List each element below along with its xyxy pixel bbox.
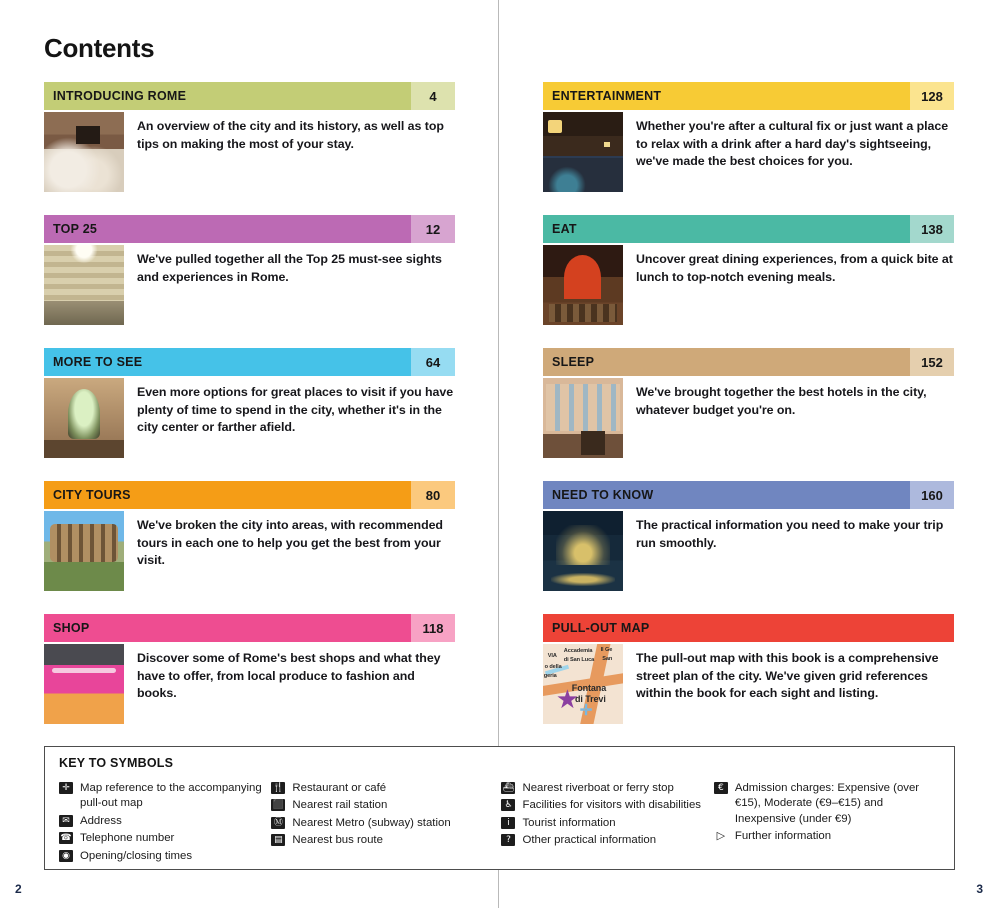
telephone-icon: ☎: [60, 833, 72, 844]
section-body: [543, 509, 954, 591]
section-description: Discover some of Rome's best shops and what they have to offer, from local produce to fashion and books.: [137, 651, 441, 701]
key-item: [271, 798, 495, 813]
section-page-number: 80: [425, 487, 441, 503]
map-label: San: [602, 655, 613, 662]
bus-route-icon: ▤: [271, 834, 285, 846]
section-header-bar[interactable]: [44, 215, 455, 243]
section-description: The pull-out map with this book is a comprehensive street plan of the city. We've given grid references within the book for each sight and listing.: [636, 651, 939, 701]
section-body: [44, 110, 455, 192]
further-information-icon: ▷: [716, 830, 726, 843]
key-to-symbols-columns: [59, 781, 944, 866]
right-section-list: [543, 82, 954, 747]
admission-charges-icon: €: [714, 782, 728, 794]
key-item-label: Facilities for visitors with disabilities: [522, 799, 701, 812]
section-thumbnail: [44, 112, 124, 192]
section-body: [44, 376, 455, 458]
key-item: [501, 816, 707, 831]
contents-section[interactable]: [543, 82, 954, 192]
section-label: PULL-OUT MAP: [543, 614, 954, 642]
contents-section[interactable]: [44, 82, 455, 192]
section-body: [543, 110, 954, 192]
key-item-label: Address: [80, 814, 122, 827]
map-label: Il Ge: [600, 647, 613, 653]
riverboat-ferry-icon: ⛴: [502, 783, 515, 793]
page-title: Contents: [44, 33, 155, 63]
section-page-number: 4: [429, 88, 437, 104]
section-description: We've brought together the best hotels in the city, whatever budget you're on.: [636, 385, 927, 417]
key-column: [714, 781, 944, 866]
section-description: Even more options for great places to visit if you have plenty of time to spend in the city, whether it's in the city center or farther afield.: [137, 385, 454, 435]
section-thumbnail: [44, 245, 124, 325]
left-section-list: [44, 82, 455, 747]
map-label: Accademia: [563, 647, 593, 654]
section-header-bar[interactable]: [543, 481, 954, 509]
key-item-label: Admission charges: Expensive (over €15), Moderate (€9–€15) and Inexpensive (under €9): [734, 782, 920, 825]
key-item-label: Nearest riverboat or ferry stop: [522, 782, 674, 794]
key-item: [501, 833, 707, 848]
section-page-number: 118: [422, 620, 444, 636]
section-header-bar[interactable]: [44, 481, 455, 509]
other-practical-information-icon: ?: [501, 834, 515, 846]
key-item: [501, 798, 707, 813]
map-label: di Trevi: [575, 694, 606, 705]
key-item-label: Further information: [734, 830, 832, 843]
section-description: The practical information you need to make your trip run smoothly.: [636, 518, 944, 550]
key-item-label: Restaurant or café: [292, 782, 387, 794]
contents-section[interactable]: [543, 348, 954, 458]
key-item: [271, 781, 495, 796]
section-page-number: 12: [425, 221, 441, 237]
map-label: Fontana: [571, 683, 607, 693]
key-item: [59, 849, 265, 864]
section-header-bar[interactable]: [543, 348, 954, 376]
key-item-label: Nearest rail station: [292, 799, 388, 812]
key-item: [59, 814, 265, 829]
section-header-bar[interactable]: [543, 614, 954, 642]
section-description: We've broken the city into areas, with recommended tours in each one to help you get the best from your visit.: [137, 518, 443, 568]
map-label: geria: [543, 673, 557, 680]
section-thumbnail: [44, 644, 124, 724]
section-label: TOP 25: [44, 215, 411, 243]
restaurant-cutlery-icon: 🍴: [272, 783, 284, 793]
section-description: An overview of the city and its history, as well as top tips on making the most of your stay.: [137, 119, 444, 151]
contents-section[interactable]: [44, 348, 455, 458]
key-item: [59, 831, 265, 846]
rail-station-icon: ⬛: [272, 800, 284, 811]
key-item: [271, 833, 495, 848]
section-body: [44, 243, 455, 325]
key-item: [59, 781, 265, 812]
address-envelope-icon: ✉: [59, 815, 73, 827]
section-thumbnail: [543, 245, 623, 325]
section-thumbnail: [543, 511, 623, 591]
key-item-label: Other practical information: [522, 834, 657, 847]
contents-section[interactable]: [44, 614, 455, 724]
section-page-number: 64: [425, 354, 441, 370]
section-label: SLEEP: [543, 348, 910, 376]
section-page-number: 128: [921, 88, 943, 104]
contents-section[interactable]: [543, 215, 954, 325]
section-label: ENTERTAINMENT: [543, 82, 910, 110]
key-column: [271, 781, 501, 866]
section-body: [543, 642, 954, 724]
left-folio: 2: [15, 882, 22, 896]
key-item-label: Tourist information: [522, 816, 616, 829]
section-page-number: 160: [921, 487, 943, 503]
contents-section[interactable]: [44, 215, 455, 325]
section-header-bar[interactable]: [543, 82, 954, 110]
contents-section[interactable]: [543, 481, 954, 591]
map-marker-icon: ★: [555, 683, 580, 714]
section-label: CITY TOURS: [44, 481, 411, 509]
key-to-symbols-title: KEY TO SYMBOLS: [59, 756, 174, 770]
key-item-label: Telephone number: [80, 832, 175, 845]
section-description: Uncover great dining experiences, from a quick bite at lunch to top-notch evening meals.: [636, 252, 953, 284]
section-header-bar[interactable]: [543, 215, 954, 243]
section-header-bar[interactable]: [44, 614, 455, 642]
key-item-label: Map reference to the accompanying pull-out map: [80, 782, 262, 810]
section-label: INTRODUCING ROME: [44, 82, 411, 110]
section-label: SHOP: [44, 614, 411, 642]
section-body: [44, 509, 455, 591]
section-label: MORE TO SEE: [44, 348, 411, 376]
section-thumbnail: [543, 378, 623, 458]
contents-section[interactable]: [44, 481, 455, 591]
map-label: VIA: [547, 652, 557, 659]
section-body: [543, 376, 954, 458]
key-item: [501, 781, 707, 796]
section-description: We've pulled together all the Top 25 must-see sights and experiences in Rome.: [137, 252, 442, 284]
map-label: o della: [544, 663, 562, 670]
metro-subway-icon: Ⓜ: [271, 817, 285, 829]
key-item-label: Nearest bus route: [292, 834, 383, 847]
right-folio: 3: [976, 882, 983, 896]
section-thumbnail: [543, 112, 623, 192]
key-column: [501, 781, 713, 866]
section-description: Whether you're after a cultural fix or just want a place to relax with a drink after a hard day's sightseeing, we've made the best choices for you.: [636, 119, 949, 169]
section-header-bar[interactable]: [44, 348, 455, 376]
map-label: di San Luca: [563, 656, 595, 663]
key-to-symbols-box: [44, 746, 955, 870]
section-label: NEED TO KNOW: [543, 481, 910, 509]
section-thumbnail: [44, 378, 124, 458]
section-page-number: 138: [921, 221, 943, 237]
key-item: [714, 781, 938, 827]
key-column: [59, 781, 271, 866]
contents-section[interactable]: [543, 614, 954, 724]
section-thumbnail: [44, 511, 124, 591]
section-thumbnail: [543, 644, 623, 724]
map-plus-icon: ✛: [579, 702, 593, 720]
section-body: [543, 243, 954, 325]
section-body: [44, 642, 455, 724]
map-reference-icon: ✛: [59, 782, 73, 794]
accessibility-icon: ♿: [501, 799, 515, 811]
key-item-label: Nearest Metro (subway) station: [292, 816, 451, 829]
key-item-label: Opening/closing times: [80, 849, 193, 862]
section-label: EAT: [543, 215, 910, 243]
tourist-information-icon: i: [501, 817, 515, 829]
section-header-bar[interactable]: [44, 82, 455, 110]
key-item: [714, 829, 938, 844]
section-page-number: 152: [921, 354, 943, 370]
key-item: [271, 816, 495, 831]
clock-opening-times-icon: ◉: [59, 850, 73, 862]
